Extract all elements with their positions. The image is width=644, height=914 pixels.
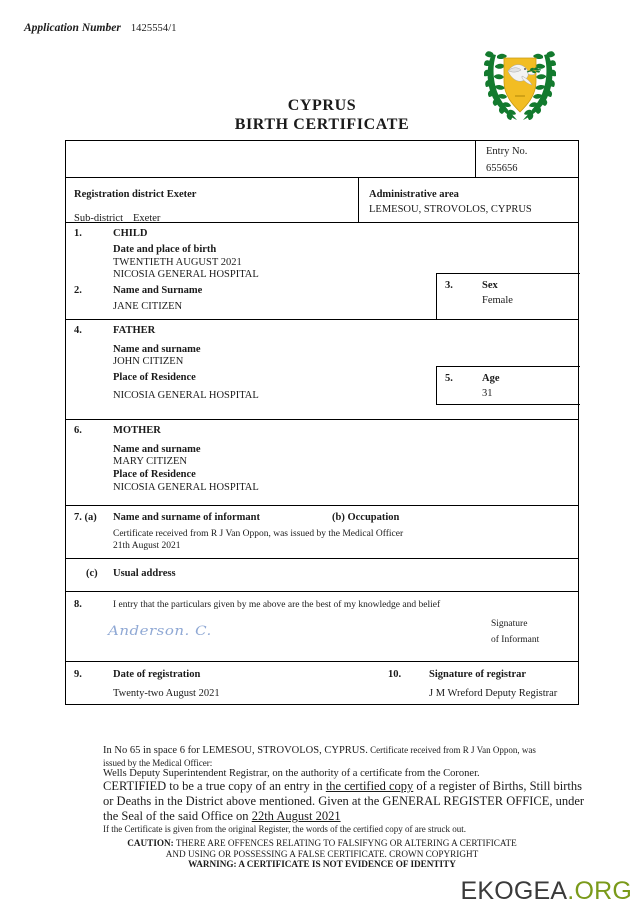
mother-section-label: MOTHER: [113, 425, 161, 436]
informant-detail-line1: Certificate received from R J Van Oppon, was issued by the Medical Officer: [113, 529, 404, 539]
table-row-child: [66, 223, 578, 320]
signature-label-line2: of Informant: [491, 635, 540, 645]
table-row-declaration: [66, 592, 578, 662]
father-residence-label: Place of Residence: [113, 372, 196, 383]
certificate-table: [65, 140, 579, 705]
application-number-label: Application Number: [24, 22, 121, 34]
caution-warning-block: [0, 838, 644, 870]
informant-occupation-label: (b) Occupation: [332, 512, 400, 523]
signature-label-line1: Signature: [491, 619, 528, 629]
footer-line-6: [103, 809, 583, 824]
registrar-signature-label: Signature of registrar: [429, 669, 527, 680]
registration-district-cell: [66, 178, 358, 222]
footer-line-4a: CERTIFIED to be a true copy of an entry in: [103, 779, 326, 793]
table-row-registration: [66, 662, 578, 705]
age-cell: [436, 366, 580, 405]
footer-seal-date: 22th August 2021: [251, 809, 341, 823]
ekogea-watermark: [461, 877, 633, 906]
child-section-number: 1.: [74, 228, 82, 239]
footer-line-1b: Certificate received from R J Van Oppon, was: [367, 745, 536, 755]
mother-name-value: MARY CITIZEN: [113, 456, 187, 467]
table-row-entry: [66, 141, 578, 178]
footer-line-4b: of a register of Births, Still births: [413, 779, 583, 793]
informant-detail-line2: 21th August 2021: [113, 541, 181, 551]
table-row-informant: [66, 506, 578, 559]
footer-line-6a: the Seal of the said Office on: [103, 809, 252, 823]
registration-date-number: 9.: [74, 669, 82, 680]
informant-name-label: Name and surname of informant: [113, 512, 260, 523]
entry-number-value: 655656: [486, 163, 518, 174]
administrative-area-label: Administrative area: [369, 189, 459, 200]
footer-line-1a: In No 65 in space 6 for LEMESOU, STROVOLOS, CYPRUS.: [103, 745, 368, 756]
page-title: [0, 96, 644, 134]
registrar-signature-value: J M Wreford Deputy Registrar: [429, 688, 558, 699]
footer-line-2: issued by the Medical Officer:: [103, 758, 213, 768]
registration-district-label: Registration district Exeter: [74, 189, 197, 200]
sex-number: 3.: [445, 280, 453, 291]
declaration-number: 8.: [74, 599, 82, 610]
registrar-signature-number: 10.: [388, 669, 402, 680]
informant-number: 7. (a): [74, 512, 97, 523]
application-number-value: 1425554/1: [130, 23, 177, 34]
age-label: Age: [482, 373, 500, 384]
father-section-label: FATHER: [113, 325, 156, 336]
registration-date-value: Twenty-two August 2021: [113, 688, 220, 699]
warning-line: WARNING: A CERTIFICATE IS NOT EVIDENCE OF IDENTITY: [188, 859, 456, 869]
table-row-mother: [66, 420, 578, 506]
table-row-father: [66, 320, 578, 420]
child-name-label: Name and Surname: [113, 285, 203, 296]
child-name-number: 2.: [74, 285, 82, 296]
entry-number-label: Entry No.: [486, 146, 528, 157]
informant-signature: Anderson. C.: [108, 623, 212, 639]
certification-statement: [103, 740, 583, 834]
father-name-value: JOHN CITIZEN: [113, 356, 184, 367]
father-name-label: Name and surname: [113, 344, 201, 355]
child-section-label: CHILD: [113, 228, 148, 239]
sub-district-label: Sub-district: [74, 213, 123, 224]
watermark-tld-text: .ORG: [567, 877, 632, 905]
administrative-area-value: LEMESOU, STROVOLOS, CYPRUS: [369, 204, 532, 215]
footer-line-3: Wells Deputy Superintendent Registrar, on the authority of a certificate from the Coroner.: [103, 768, 480, 779]
usual-address-number: (c): [86, 568, 98, 579]
entry-number-cell: [475, 141, 580, 177]
usual-address-label: Usual address: [113, 568, 176, 579]
child-dob-value: TWENTIETH AUGUST 2021: [113, 257, 242, 268]
caution-line-1: [0, 838, 644, 849]
sex-cell: [436, 273, 580, 320]
child-dob-label: Date and place of birth: [113, 244, 217, 255]
child-birthplace-value: NICOSIA GENERAL HOSPITAL: [113, 269, 259, 280]
footer-line-1: [103, 740, 583, 758]
sex-label: Sex: [482, 280, 498, 291]
administrative-area-cell: [358, 178, 580, 222]
age-number: 5.: [445, 373, 453, 384]
caution-text-1: THERE ARE OFFENCES RELATING TO FALSIFYNG OR ALTERING A CERTIFICATE: [173, 838, 517, 848]
declaration-statement: I entry that the particulars given by me above are the best of my knowledge and belief: [113, 600, 441, 610]
caution-line-2: AND USING OR POSSESSING A FALSE CERTIFICATE. CROWN COPYRIGHT: [165, 848, 479, 859]
father-section-number: 4.: [74, 325, 82, 336]
footer-line-7: If the Certificate is given from the original Register, the words of the certified copy of are struck out.: [103, 824, 467, 834]
title-country: CYPRUS: [287, 97, 357, 114]
sub-district-value: Exeter: [133, 213, 161, 224]
footer-line-5: or Deaths in the District above mentioned. Given at the GENERAL REGISTER OFFICE, under: [103, 794, 585, 808]
caution-label: CAUTION:: [127, 838, 174, 848]
mother-residence-label: Place of Residence: [113, 469, 196, 480]
child-name-value: JANE CITIZEN: [113, 301, 183, 312]
age-value: 31: [482, 388, 493, 399]
father-residence-value: NICOSIA GENERAL HOSPITAL: [113, 390, 259, 401]
application-number: [24, 22, 177, 34]
footer-line-4: [103, 779, 583, 794]
table-row-usual-address: [66, 559, 578, 592]
footer-line-4-underlined: the certified copy: [325, 779, 414, 793]
title-doctype: BIRTH CERTIFICATE: [234, 116, 410, 133]
table-row-district: [66, 178, 578, 223]
mother-section-number: 6.: [74, 425, 82, 436]
watermark-main-text: EKOGEA: [460, 877, 568, 905]
mother-name-label: Name and surname: [113, 444, 201, 455]
sex-value: Female: [482, 295, 513, 306]
registration-date-label: Date of registration: [113, 669, 201, 680]
mother-residence-value: NICOSIA GENERAL HOSPITAL: [113, 482, 259, 493]
